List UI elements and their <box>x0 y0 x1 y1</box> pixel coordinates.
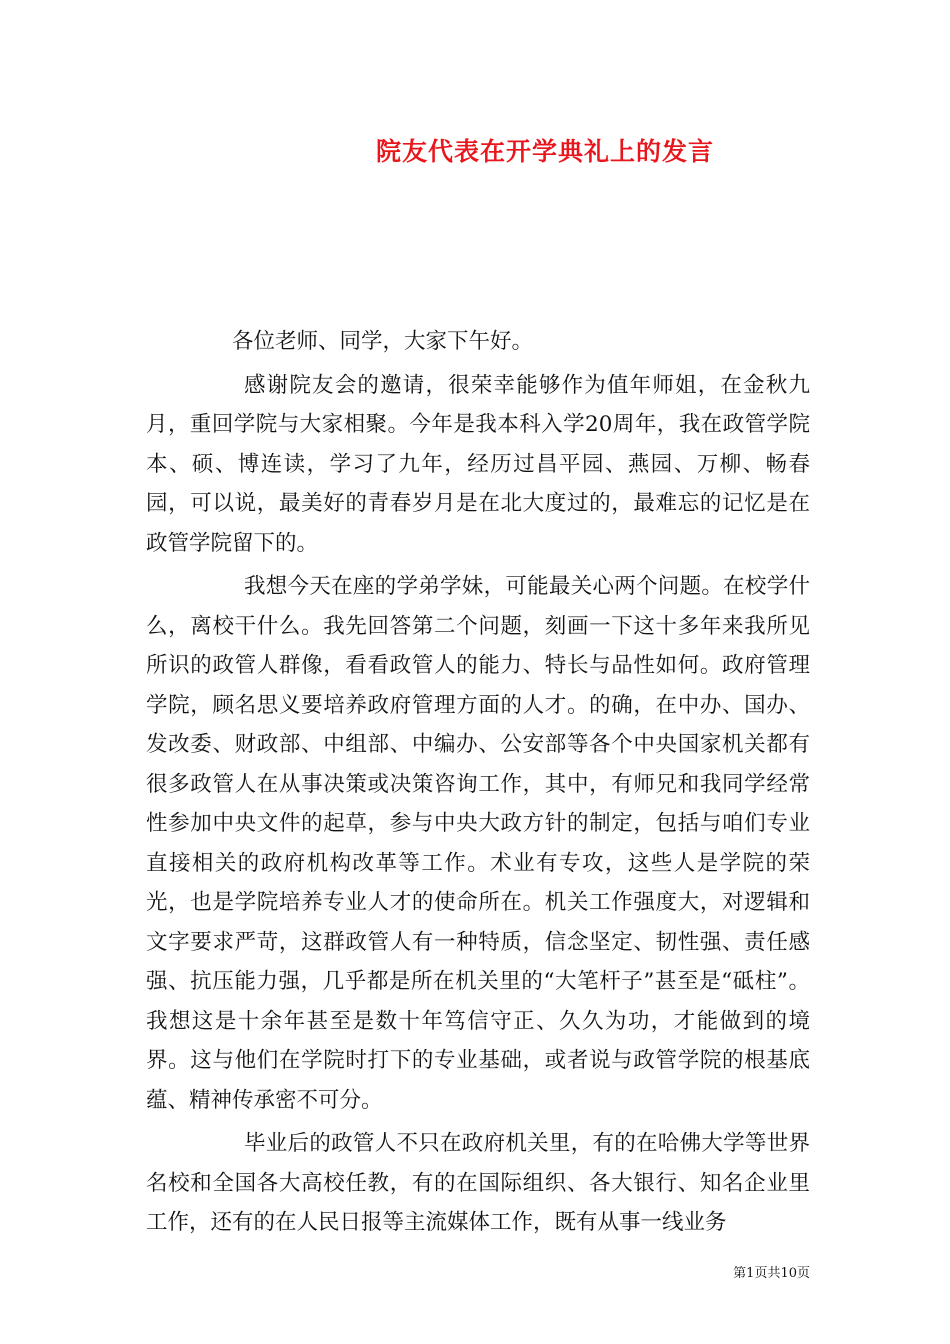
page-number-footer: 第1页共10页 <box>733 1266 810 1281</box>
paragraph-3: 毕业后的政管人不只在政府机关里，有的在哈佛大学等世界名校和全国各大高校任教，有的在国际组织、各大银行、知名企业里工作，还有的在人民日报等主流媒体工作，既有从事一线业务 <box>146 1131 810 1235</box>
greeting-line: 各位老师、同学，大家下午好。 <box>232 329 534 354</box>
document-body <box>146 322 810 1247</box>
paragraph-1: 感谢院友会的邀请，很荣幸能够作为值年师姐，在金秋九月，重回学院与大家相聚。今年是我本科入学20周年，我在政管学院本、硕、博连读，学习了九年，经历过昌平园、燕园、万柳、畅春园，可以说，最美好的青春岁月是在北大度过的，最难忘的记忆是在政管学院留下的。 <box>146 372 810 556</box>
paragraph-2: 我想今天在座的学弟学妹，可能最关心两个问题。在校学什么，离校干什么。我先回答第二个问题，刻画一下这十多年来我所见所识的政管人群像，看看政管人的能力、特长与品性如何。政府管理学院，顾名思义要培养政府管理方面的人才。的确，在中办、国办、发改委、财政部、中组部、中编办、公安部等各个中央国家机关都有很多政管人在从事决策或决策咨询工作，其中，有师兄和我同学经常性参加中央文件的起草，参与中央大政方针的制定，包括与咱们专业直接相关的政府机构改革等工作。术业有专攻，这些人是学院的荣光，也是学院培养专业人才的使命所在。机关工作强度大，对逻辑和文字要求严苛，这群政管人有一种特质，信念坚定、韧性强、责任感强、抗压能力强，几乎都是所在机关里的“大笔杆子”甚至是“砥柱”。我想这是十余年甚至是数十年笃信守正、久久为功，才能做到的境界。这与他们在学院时打下的专业基础，或者说与政管学院的根基底蕴、精神传承密不可分。 <box>146 574 810 1113</box>
document-title: 院友代表在开学典礼上的发言 <box>375 137 714 166</box>
